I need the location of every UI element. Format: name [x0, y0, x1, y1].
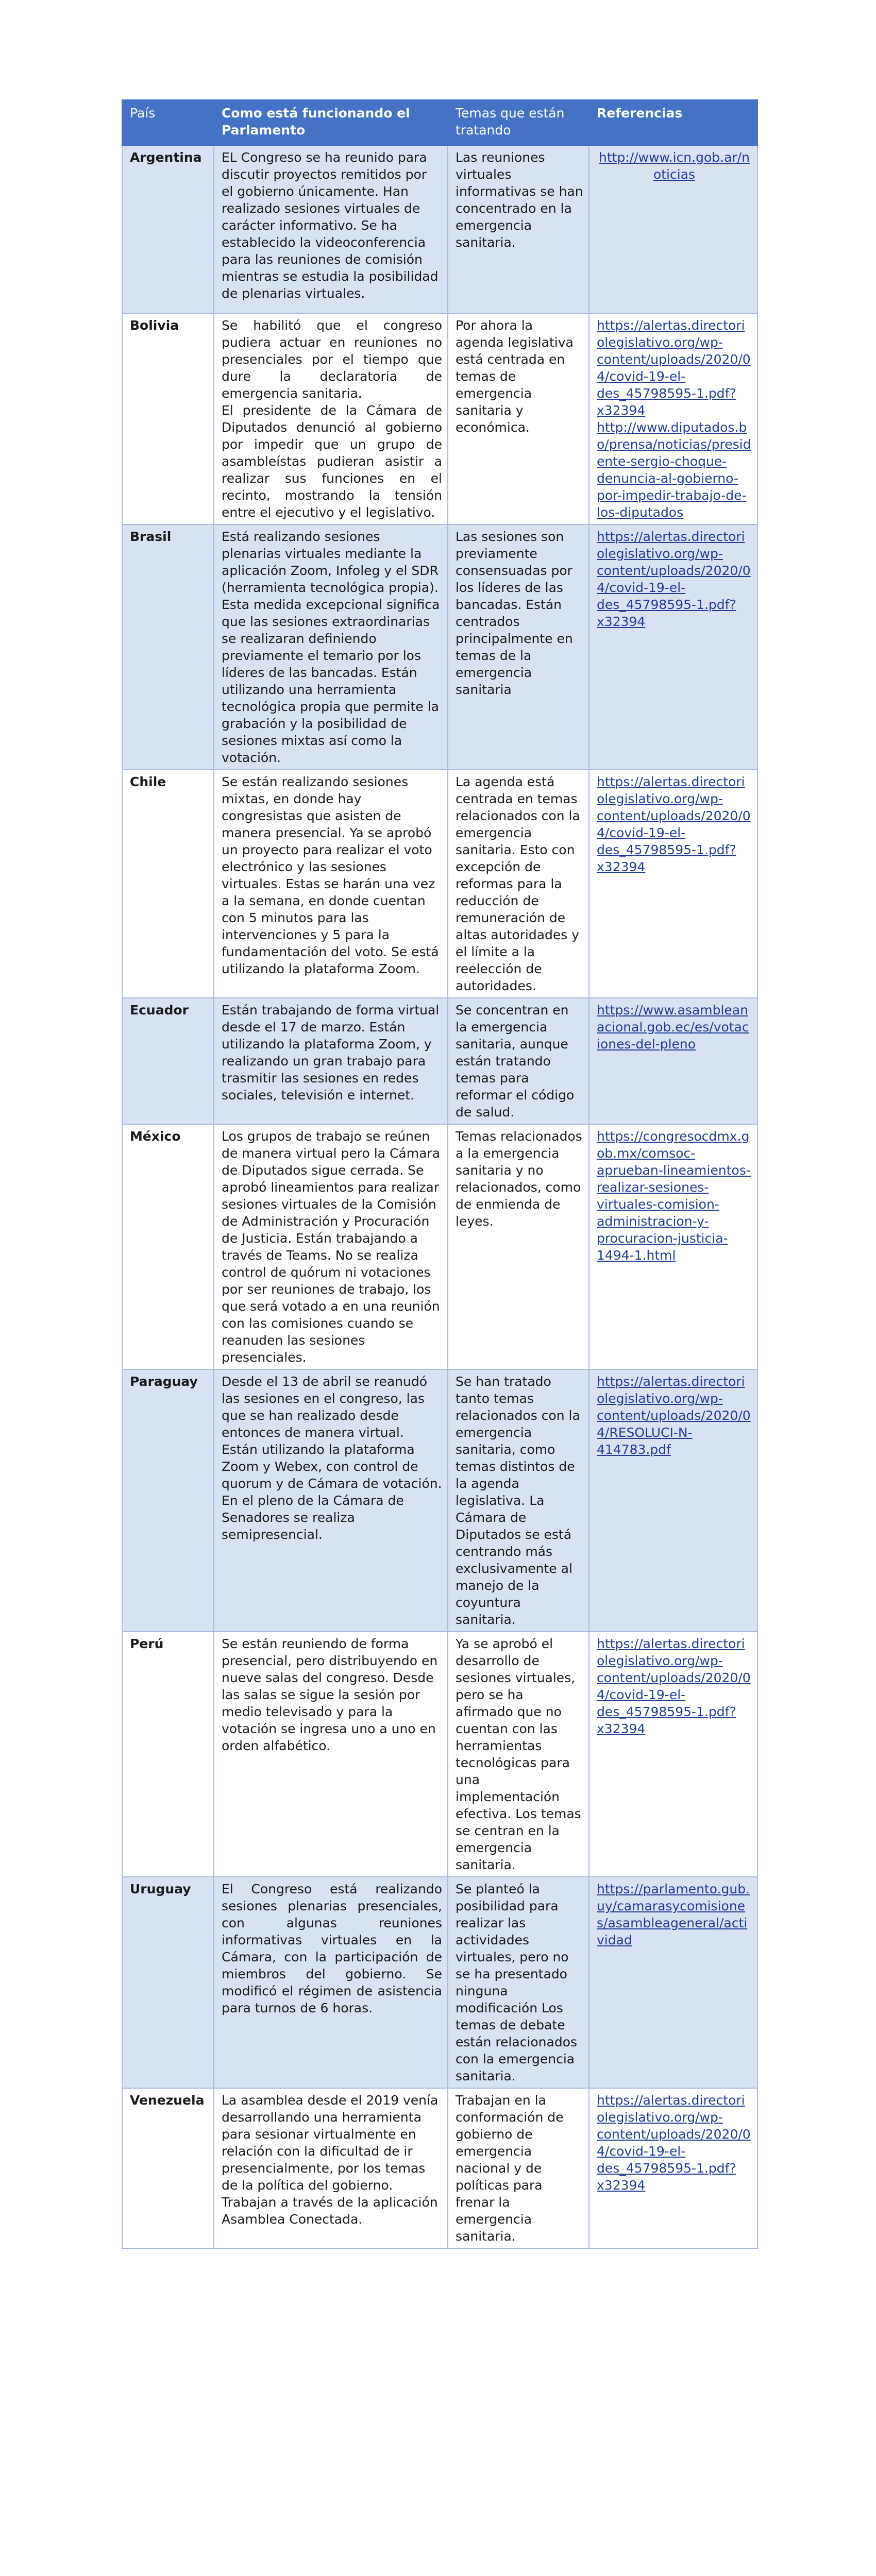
reference-link[interactable]: https://alertas.directoriolegislativo.org/wp-content/uploads/2020/04/covid-19-el-des_45798595-1.pdf?x32394	[597, 1636, 751, 1736]
table-row	[122, 145, 757, 313]
status-paragraph: El presidente de la Cámara de Diputados denunció al gobierno por impedir que un grupo de asambleístas pudieran asistir a realizar sus funciones en el recinto, mostrando la tensión entre el ejecutivo y el legislativo.	[222, 403, 442, 520]
references-cell	[589, 313, 757, 524]
topics-cell: La agenda está centrada en temas relacionados con la emergencia sanitaria. Esto con excepción de reformas para la reducción de remuneración de altas autoridades y el límite a la reelección de autoridades.	[448, 770, 589, 998]
reference-link[interactable]: https://alertas.directoriolegislativo.org/wp-content/uploads/2020/04/covid-19-el-des_45798595-1.pdf?x32394	[597, 318, 751, 418]
country-cell: Brasil	[122, 524, 214, 770]
parliament-status-table	[122, 99, 758, 2249]
topics-cell: Las reuniones virtuales informativas se han concentrado en la emergencia sanitaria.	[448, 145, 589, 313]
country-cell: Chile	[122, 770, 214, 998]
reference-link[interactable]: http://www.icn.gob.ar/noticias	[599, 150, 750, 182]
table-row	[122, 1124, 757, 1369]
status-paragraph: Desde el 13 de abril se reanudó las sesiones en el congreso, las que se han realizado desde entonces de manera virtual. Están utilizando la plataforma Zoom y Webex, con control de quorum y de Cámara de votación. En el pleno de la Cámara de Senadores se realiza semipresencial.	[222, 1374, 442, 1542]
topics-cell: Las sesiones son previamente consensuadas por los líderes de las bancadas. Están centrados principalmente en temas de la emergencia sanitaria	[448, 524, 589, 770]
country-cell: Uruguay	[122, 1877, 214, 2088]
status-cell	[214, 2088, 448, 2248]
topics-cell: Por ahora la agenda legislativa está centrada en temas de emergencia sanitaria y económica.	[448, 313, 589, 524]
country-cell: Perú	[122, 1632, 214, 1877]
country-cell: Venezuela	[122, 2088, 214, 2248]
topics-cell: Trabajan en la conformación de gobierno de emergencia nacional y de políticas para frenar la emergencia sanitaria.	[448, 2088, 589, 2248]
table-row	[122, 1369, 757, 1632]
status-paragraph: La asamblea desde el 2019 venía desarrollando una herramienta para sesionar virtualmente en relación con la dificultad de ir presencialmente, por los temas de la política del gobierno. Trabajan a través de la aplicación Asamblea Conectada.	[222, 2093, 439, 2227]
status-cell	[214, 1877, 448, 2088]
references-cell	[589, 1632, 757, 1877]
table-body	[122, 145, 757, 2248]
country-cell: Ecuador	[122, 998, 214, 1124]
header-country: País	[122, 100, 214, 145]
reference-link[interactable]: https://alertas.directoriolegislativo.org/wp-content/uploads/2020/04/RESOLUCI-N-414783.pdf	[597, 1374, 751, 1457]
table-row	[122, 1877, 757, 2088]
reference-link[interactable]: https://congresocdmx.gob.mx/comsoc-aprueban-lineamientos-realizar-sesiones-virtuales-comision-administracion-y-procuracion-justicia-1494-1.html	[597, 1129, 751, 1263]
table-row	[122, 770, 757, 998]
status-paragraph: EL Congreso se ha reunido para discutir proyectos remitidos por el gobierno únicamente. Han realizado sesiones virtuales de carácter informativo. Se ha establecido la videoconferencia para las reuniones de comisión mientras se estudia la posibilidad de plenarias virtuales.	[222, 150, 439, 301]
status-paragraph: El Congreso está realizando sesiones plenarias presenciales, con algunas reuniones informativas virtuales en la Cámara, con la participación de miembros del gobierno. Se modificó el régimen de asistencia para turnos de 6 horas.	[222, 1882, 442, 2015]
country-cell: Paraguay	[122, 1369, 214, 1632]
references-cell	[589, 524, 757, 770]
references-cell	[589, 1369, 757, 1632]
table-header-row	[122, 100, 757, 145]
reference-link[interactable]: https://alertas.directoriolegislativo.org/wp-content/uploads/2020/04/covid-19-el-des_45798595-1.pdf?x32394	[597, 774, 751, 874]
references-cell	[589, 1124, 757, 1369]
table-row	[122, 313, 757, 524]
table-row	[122, 524, 757, 770]
table-row	[122, 998, 757, 1124]
status-cell	[214, 313, 448, 524]
reference-link[interactable]: http://www.diputados.bo/prensa/noticias/presidente-sergio-choque-denuncia-al-gobierno-por-impedir-trabajo-de-los-diputados	[597, 420, 751, 520]
references-cell	[589, 770, 757, 998]
topics-cell: Se han tratado tanto temas relacionados con la emergencia sanitaria, como temas distintos de la agenda legislativa. La Cámara de Diputados se está centrando más exclusivamente al manejo de la coyuntura sanitaria.	[448, 1369, 589, 1632]
status-paragraph: Los grupos de trabajo se reúnen de manera virtual pero la Cámara de Diputados sigue cerrada. Se aprobó lineamientos para realizar sesiones virtuales de la Comisión de Administración y Procuración de Justicia. Están trabajando a través de Teams. No se realiza control de quórum ni votaciones por ser reuniones de trabajo, los que será votado a en una reunión con las comisiones cuando se reanuden las sesiones presenciales.	[222, 1129, 440, 1365]
header-status: Como está funcionando el Parlamento	[214, 100, 448, 145]
status-cell	[214, 1124, 448, 1369]
topics-cell: Se planteó la posibilidad para realizar las actividades virtuales, pero no se ha presentado ninguna modificación Los temas de debate están relacionados con la emergencia sanitaria.	[448, 1877, 589, 2088]
status-paragraph: Se están realizando sesiones mixtas, en donde hay congresistas que asisten de manera presencial. Ya se aprobó un proyecto para realizar el voto electrónico y las sesiones virtuales. Estas se harán una vez a la semana, en donde cuentan con 5 minutos para las intervenciones y 5 para la fundamentación del voto. Se está utilizando la plataforma Zoom.	[222, 774, 439, 976]
header-topics: Temas que están tratando	[448, 100, 589, 145]
reference-link[interactable]: https://www.asambleanacional.gob.ec/es/votaciones-del-pleno	[597, 1003, 749, 1052]
status-cell	[214, 145, 448, 313]
reference-link[interactable]: https://parlamento.gub.uy/camarasycomisiones/asambleageneral/actividad	[597, 1882, 750, 1947]
status-paragraph: Están trabajando de forma virtual desde el 17 de marzo. Están utilizando la plataforma Zoom, y realizando un gran trabajo para trasmitir las sesiones en redes sociales, televisión e internet.	[222, 1003, 440, 1103]
references-cell	[589, 1877, 757, 2088]
table-row	[122, 2088, 757, 2248]
references-cell	[589, 145, 757, 313]
references-cell	[589, 998, 757, 1124]
country-cell: México	[122, 1124, 214, 1369]
topics-cell: Temas relacionados a la emergencia sanitaria y no relacionados, como de enmienda de leyes.	[448, 1124, 589, 1369]
references-cell	[589, 2088, 757, 2248]
status-paragraph: Se habilitó que el congreso pudiera actuar en reuniones no presenciales por el tiempo que dure la declaratoria de emergencia sanitaria.	[222, 318, 442, 401]
status-paragraph: Se están reuniendo de forma presencial, pero distribuyendo en nueve salas del congreso. Desde las salas se sigue la sesión por medio televisado y para la votación se ingresa uno a uno en orden alfabético.	[222, 1636, 438, 1753]
country-cell: Bolivia	[122, 313, 214, 524]
reference-link[interactable]: https://alertas.directoriolegislativo.org/wp-content/uploads/2020/04/covid-19-el-des_45798595-1.pdf?x32394	[597, 2093, 751, 2193]
status-paragraph: Está realizando sesiones plenarias virtuales mediante la aplicación Zoom, Infoleg y el SDR (herramienta tecnológica propia). Esta medida excepcional significa que las sesiones extraordinarias se realizaran definiendo previamente el temario por los líderes de las bancadas. Están utilizando una herramienta tecnológica propia que permite la grabación y la posibilidad de sesiones mixtas así como la votación.	[222, 529, 440, 765]
status-cell	[214, 524, 448, 770]
country-cell: Argentina	[122, 145, 214, 313]
status-cell	[214, 998, 448, 1124]
status-cell	[214, 770, 448, 998]
topics-cell: Ya se aprobó el desarrollo de sesiones virtuales, pero se ha afirmado que no cuentan con las herramientas tecnológicas para una implementación efectiva. Los temas se centran en la emergencia sanitaria.	[448, 1632, 589, 1877]
status-cell	[214, 1369, 448, 1632]
reference-link[interactable]: https://alertas.directoriolegislativo.org/wp-content/uploads/2020/04/covid-19-el-des_45798595-1.pdf?x32394	[597, 529, 751, 629]
header-references: Referencias	[589, 100, 757, 145]
topics-cell: Se concentran en la emergencia sanitaria, aunque están tratando temas para reformar el código de salud.	[448, 998, 589, 1124]
status-cell	[214, 1632, 448, 1877]
table-row	[122, 1632, 757, 1877]
